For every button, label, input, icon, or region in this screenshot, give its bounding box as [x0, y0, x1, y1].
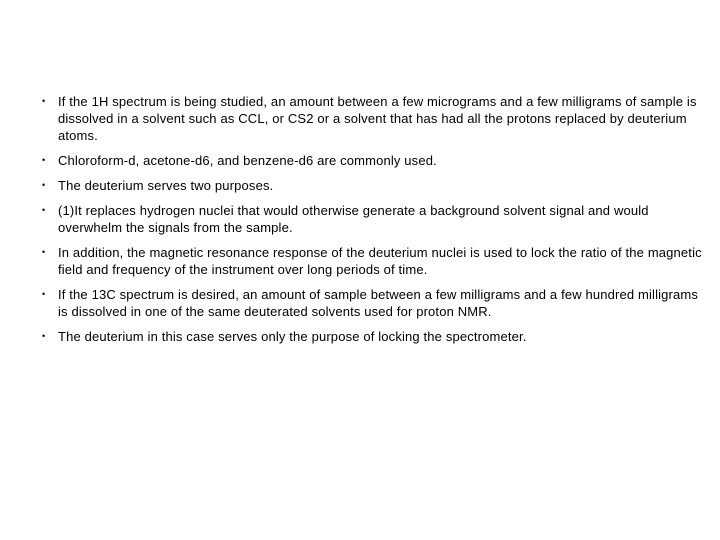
list-item [42, 177, 702, 194]
bullet-text: (1)It replaces hydrogen nuclei that would otherwise generate a background solvent signal and would overwhelm the signals from the sample. [58, 203, 649, 235]
bullet-text: If the 13C spectrum is desired, an amount of sample between a few milligrams and a few hundred milligrams is dissolved in one of the same deuterated solvents used for proton NMR. [58, 287, 699, 319]
list-item [42, 152, 702, 169]
bullet-text: The deuterium in this case serves only the purpose of locking the spectrometer. [58, 329, 527, 344]
bullet-text: If the 1H spectrum is being studied, an amount between a few micrograms and a few milligrams of sample is dissolved in a solvent such as CCL, or CS2 or a solvent that has had all the protons replaced by deuterium atoms. [58, 94, 697, 143]
bullet-text: Chloroform-d, acetone-d6, and benzene-d6 are commonly used. [58, 153, 437, 168]
bullet-marker: • [42, 205, 46, 215]
bullet-text: In addition, the magnetic resonance response of the deuterium nuclei is used to lock the ratio of the magnetic field and frequency of the instrument over long periods of time. [58, 245, 702, 277]
bullet-marker: • [42, 331, 46, 341]
bullet-marker: • [42, 180, 46, 190]
list-item [42, 286, 702, 320]
bullet-marker: • [42, 96, 46, 106]
list-item [42, 202, 702, 236]
bullet-marker: • [42, 155, 46, 165]
list-item [42, 244, 702, 278]
bullet-list [42, 93, 702, 353]
bullet-marker: • [42, 289, 46, 299]
list-item [42, 93, 702, 144]
bullet-marker: • [42, 247, 46, 257]
bullet-text: The deuterium serves two purposes. [58, 178, 274, 193]
list-item [42, 328, 702, 345]
